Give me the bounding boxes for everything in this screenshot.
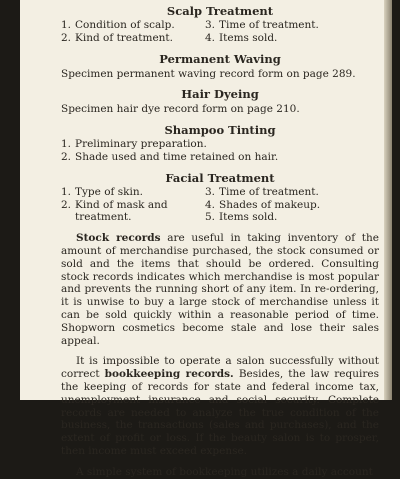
stock-records-text: are useful in taking inventory of the amount of merchandise purchased, the stock consumed or sold and the items that should be ordered. Consulting stock records indicates which merchandise is most popular and prevents the running short of any item. In re-ordering, it is unwise to buy a large stock of merchandise unless it can be sold quickly within a reasonable period of time. Shopworn cosmetics become stale and lose their sales appeal. xyxy=(61,232,379,347)
list-item xyxy=(61,186,205,199)
list-item xyxy=(61,199,205,225)
permanent-waving-text: Specimen permanent waving record form on page 289. xyxy=(61,67,356,80)
list-number: 1. xyxy=(61,138,72,151)
book-page xyxy=(20,0,392,478)
bookkeeping-text-after: Besides, the law requires the keeping of records for state and federal income tax, unemployment insurance and social security. Complete records are needed to analyze the true condition of the business, the transactions (sales and purchases), and the extent of profit or loss. If the beauty salon is to prosper, then income must exceed expense. xyxy=(61,368,379,457)
permanent-waving-section xyxy=(61,52,379,81)
list-number: 2. xyxy=(61,198,72,211)
scalp-treatment-list xyxy=(61,19,379,45)
list-number: 3. xyxy=(205,19,216,31)
list-number: 3. xyxy=(205,185,216,198)
page-content xyxy=(61,4,379,479)
page-edge-shadow xyxy=(384,0,392,400)
list-text: Shades of makeup. xyxy=(219,198,321,211)
permanent-waving-heading: Permanent Waving xyxy=(159,51,281,66)
list-text: Type of skin. xyxy=(75,185,143,198)
list-text: Preliminary preparation. xyxy=(75,138,207,151)
list-number: 4. xyxy=(205,198,216,211)
list-item xyxy=(61,151,379,164)
bookkeeping-paragraph xyxy=(61,355,379,457)
list-item xyxy=(205,19,379,32)
shampoo-tinting-section xyxy=(61,123,379,164)
facial-treatment-list xyxy=(61,186,379,224)
shampoo-tinting-list xyxy=(61,138,379,164)
list-item xyxy=(61,32,205,45)
list-text: Kind of mask and treatment. xyxy=(75,198,168,224)
list-text: Kind of treatment. xyxy=(75,31,173,44)
list-item xyxy=(61,138,379,151)
list-number: 2. xyxy=(61,31,72,44)
list-item xyxy=(205,32,379,45)
list-item xyxy=(205,211,379,224)
hair-dyeing-text: Specimen hair dye record form on page 210. xyxy=(61,103,300,116)
scalp-treatment-section xyxy=(61,4,379,45)
list-text: Condition of scalp. xyxy=(75,19,175,31)
stock-records-term: Stock records xyxy=(76,232,161,245)
list-text: Shade used and time retained on hair. xyxy=(75,150,279,163)
facial-treatment-heading: Facial Treatment xyxy=(165,170,275,185)
facial-list-left xyxy=(61,186,205,224)
hair-dyeing-heading: Hair Dyeing xyxy=(181,87,259,102)
list-text: Time of treatment. xyxy=(219,185,319,198)
list-number: 4. xyxy=(205,31,216,44)
scalp-list-right xyxy=(205,19,379,45)
facial-treatment-section xyxy=(61,171,379,224)
bookkeeping-text-before: It is impossible to operate a salon successfully without correct xyxy=(61,355,379,381)
list-text: Items sold. xyxy=(219,211,278,224)
hair-dyeing-section xyxy=(61,87,379,116)
stock-records-paragraph xyxy=(61,232,379,347)
list-number: 2. xyxy=(61,150,72,163)
scalp-list-left xyxy=(61,19,205,45)
list-number: 1. xyxy=(61,185,72,198)
list-number: 1. xyxy=(61,19,72,31)
list-item xyxy=(205,199,379,212)
scalp-treatment-heading: Scalp Treatment xyxy=(166,4,274,18)
bookkeeping-term: bookkeeping records. xyxy=(104,368,234,381)
list-text: Time of treatment. xyxy=(219,19,319,31)
list-item xyxy=(205,186,379,199)
cutoff-paragraph: A simple system of bookkeeping utilizes a daily account xyxy=(76,465,373,478)
list-text: Items sold. xyxy=(219,31,278,44)
shampoo-tinting-heading: Shampoo Tinting xyxy=(164,123,276,138)
list-number: 5. xyxy=(205,211,216,224)
facial-list-right xyxy=(205,186,379,224)
list-item xyxy=(61,19,205,32)
